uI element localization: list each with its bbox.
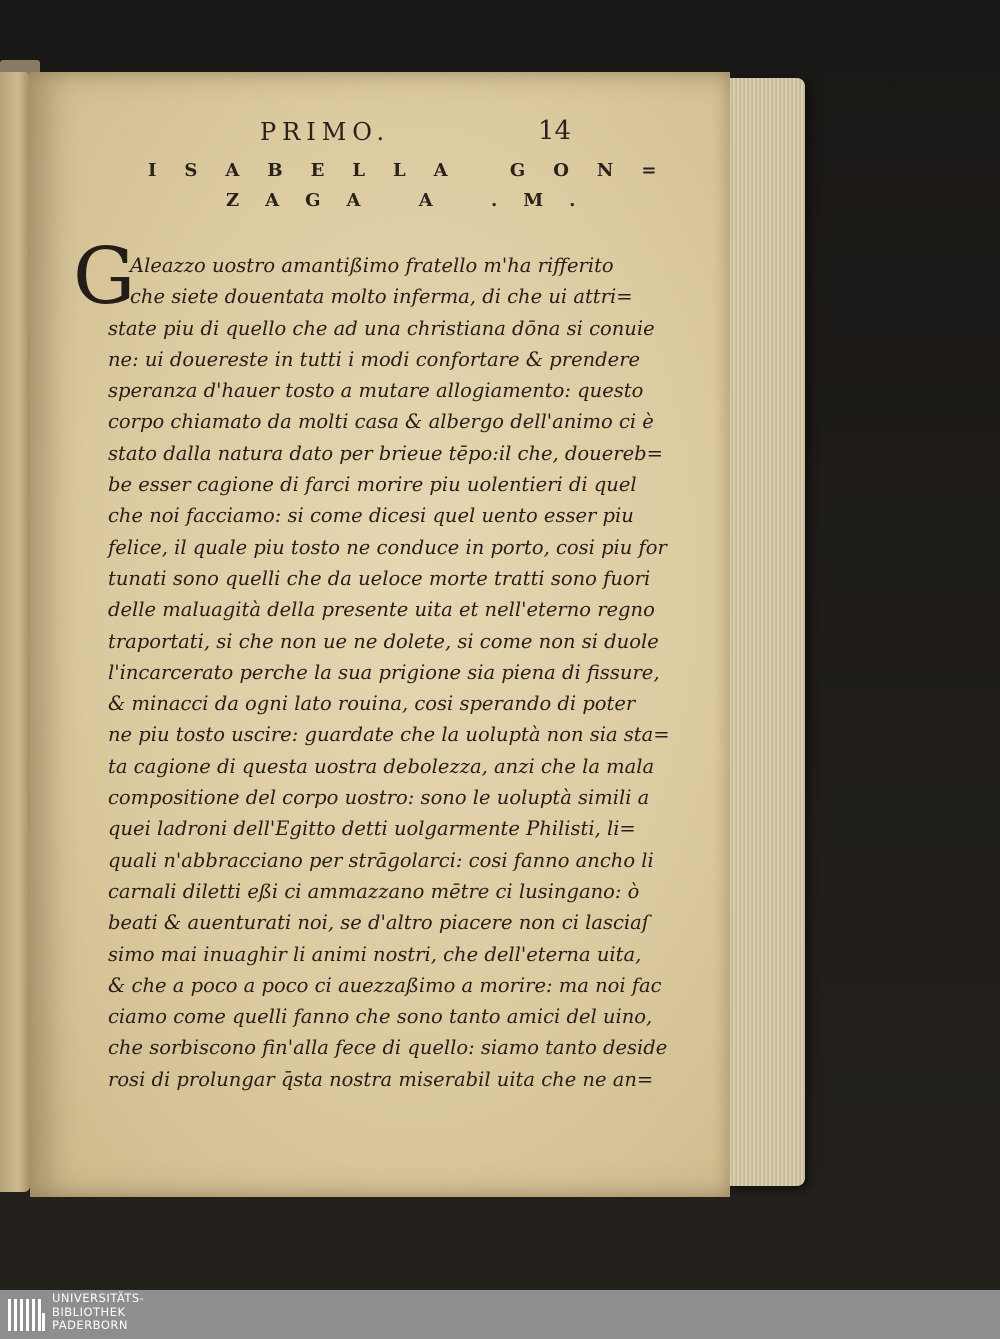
running-head: PRIMO. (260, 118, 391, 146)
text-line: che sorbiscono fin'alla fece di quello: siamo tanto deside (108, 1036, 668, 1060)
logo-line-1: UNIVERSITÄTS- (52, 1291, 145, 1305)
book-page-edges (725, 78, 805, 1186)
previous-page-edge (0, 72, 30, 1192)
logo-line-3: PADERBORN (52, 1318, 129, 1332)
footer-bar (0, 1290, 1000, 1339)
drop-capital: G (73, 232, 136, 322)
page-number: 14 (538, 116, 572, 146)
library-logo-text (52, 1292, 144, 1333)
text-line: che noi facciamo: si come dicesi quel uento esser piu (108, 504, 634, 528)
text-line: ta cagione di questa uostra debolezza, anzi che la mala (108, 754, 655, 778)
body-text (108, 250, 670, 1095)
text-line: ne piu tosto uscire: guardate che la uoluptà non sia sta= (108, 723, 670, 747)
text-line: simo mai inuaghir li animi nostri, che dell'eterna uita, (108, 942, 642, 966)
text-line: ciamo come quelli fanno che sono tanto amici del uino, (108, 1005, 653, 1029)
text-line: Aleazzo uostro amantißimo fratello m'ha rifferito (130, 254, 614, 277)
logo-line-2: BIBLIOTHEK (52, 1304, 126, 1319)
text-line: compositione del corpo uostro: sono le uoluptà simili a (108, 786, 650, 810)
text-line: che siete douentata molto inferma, di che ui attri= (130, 285, 633, 309)
text-line: l'incarcerato perche la sua prigione sia piena di fissure, (108, 660, 660, 684)
text-line: speranza d'hauer tosto a mutare allogiamento: questo (108, 379, 644, 403)
text-line: be esser cagione di farci morire piu uolentieri di quel (108, 473, 637, 497)
text-line: corpo chiamato da molti casa & albergo dell'animo ci è (108, 410, 654, 434)
text-line: rosi di prolungar q̄sta nostra miserabil uita che ne an= (108, 1067, 654, 1091)
text-line: tunati sono quelli che da ueloce morte tratti sono fuori (108, 566, 651, 590)
text-line: traportati, si che non ue ne dolete, si come non si duole (108, 629, 659, 653)
letter-title-line-1: ISABELLA GON= (148, 160, 685, 181)
text-line: beati & auenturati noi, se d'altro piacere non ci lasciaſ (108, 911, 650, 935)
text-line: carnali diletti eßi ci ammazzano mētre ci lusingano: ò (108, 879, 640, 903)
letter-title-line-2: ZAGA A .M. (226, 190, 602, 211)
text-line: stato dalla natura dato per brieue tēpo:il che, douereb= (108, 441, 663, 465)
text-line: & minacci da ogni lato rouina, cosi sperando di poter (108, 692, 636, 716)
text-line: state piu di quello che ad una christiana dōna si conuie (108, 316, 655, 340)
text-line: & che a poco a poco ci auezzaßimo a morire: ma noi fac (108, 973, 662, 997)
text-line: quei ladroni dell'Egitto detti uolgarmente Philisti, li= (108, 817, 636, 841)
text-line: felice, il quale piu tosto ne conduce in porto, cosi piu for (108, 535, 667, 559)
text-line: delle maluagità della presente uita et nell'eterno regno (108, 598, 655, 622)
text-line: ne: ui douereste in tutti i modi confortare & prendere (108, 347, 641, 371)
text-line: quali n'abbracciano per strāgolarci: cosi fanno ancho li (108, 848, 654, 872)
library-bars-logo-icon (6, 1295, 46, 1335)
